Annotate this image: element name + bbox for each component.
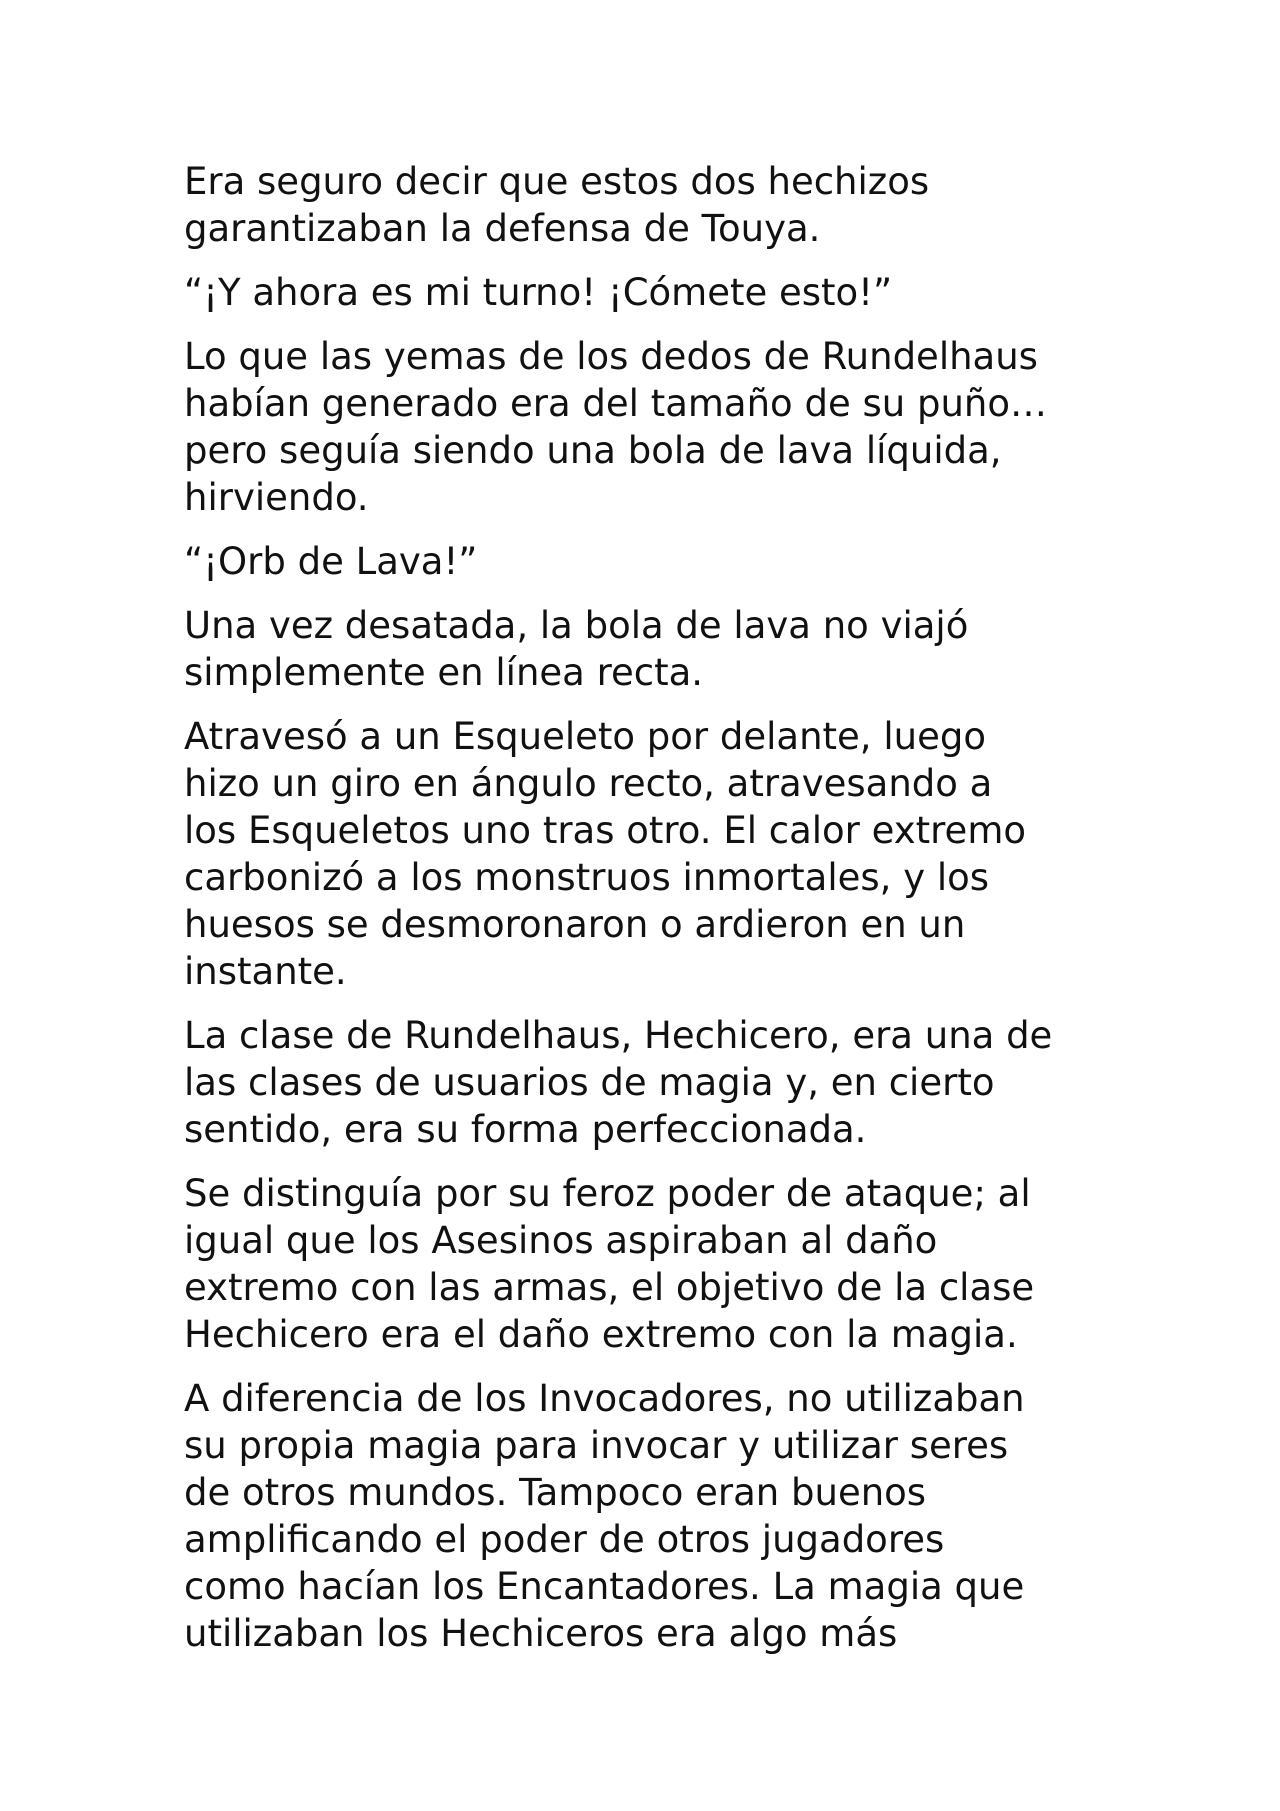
text-body (184, 158, 1124, 1674)
paragraph: Era seguro decir que estos dos hechizos garantizaban la defensa de Touya. (184, 160, 930, 250)
dialogue-paragraph: “¡Y ahora es mi turno! ¡Cómete esto!” (184, 271, 893, 314)
paragraph: Se distinguía por su feroz poder de ataque; al igual que los Asesinos aspiraban al daño extremo con las armas, el objetivo de la clase Hechicero era el daño extremo con la magia. (184, 1172, 1035, 1356)
paragraph: Lo que las yemas de los dedos de Rundelhaus habían generado era del tamaño de su puño… pero seguía siendo una bola de lava líquida, hirviendo. (184, 335, 1047, 519)
paragraph: A diferencia de los Invocadores, no utilizaban su propia magia para invocar y utilizar seres de otros mundos. Tampoco eran buenos amplificando el poder de otros jugadores como hacían los Encantadores. La magia que utilizaban los Hechiceros era algo más (184, 1377, 1025, 1655)
paragraph: Una vez desatada, la bola de lava no viajó simplemente en línea recta. (184, 604, 969, 694)
dialogue-paragraph: “¡Orb de Lava!” (184, 540, 478, 583)
paragraph: La clase de Rundelhaus, Hechicero, era una de las clases de usuarios de magia y, en cierto sentido, era su forma perfeccionada. (184, 1014, 1053, 1151)
paragraph: Atravesó a un Esqueleto por delante, luego hizo un giro en ángulo recto, atravesando a los Esqueletos uno tras otro. El calor extremo carbonizó a los monstruos inmortales, y los huesos se desmoronaron o ardieron en un instante. (184, 715, 1027, 993)
